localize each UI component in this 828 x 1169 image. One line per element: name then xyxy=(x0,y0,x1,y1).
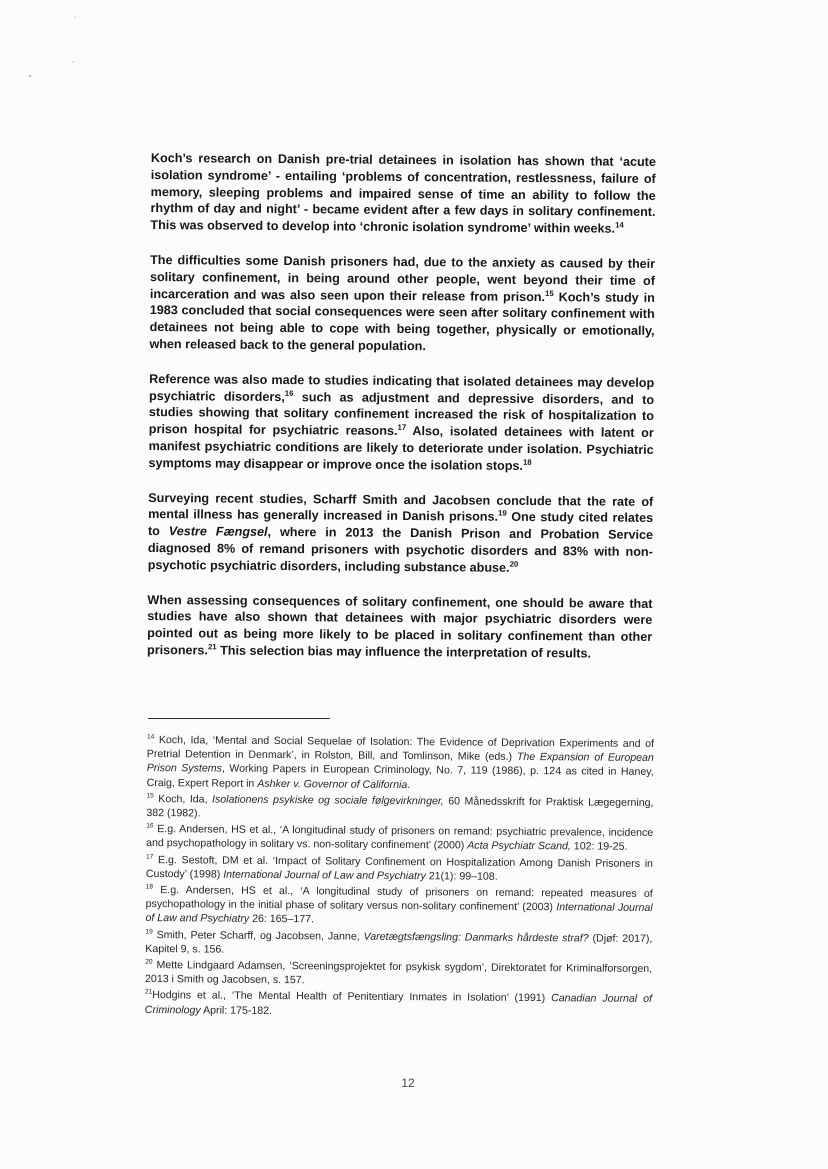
footnote-separator xyxy=(148,718,330,719)
paragraph-3: Reference was also made to studies indicating that isolated detainees may develop psychiatric disorders,$^{16}$ such as adjustment and depressive disorders, and to studies showing that solitary confinement increased the risk of hospitalization to prison hospital for psychiatric reasons.$^{17}$ Also, isolated detainees with latent or manifest psychiatric conditions are likely to deteriorate under isolation. Psychiatric symptoms may disappear or improve once the isolation stops.$^{18}$ xyxy=(148,371,655,473)
paragraph-5: When assessing consequences of solitary confinement, one should be aware that studies have also shown that detainees with major psychiatric disorders were pointed out as being more likely to be placed in solitary confinement than other prisoners.$^{21}$ This selection bias may influence the interpretation of results. xyxy=(147,592,653,661)
paragraph-2: The difficulties some Danish prisoners had, due to the anxiety as caused by their solitary confinement, in being around other people, went beyond their time of incarceration and was also seen upon their release from prison.$^{15}$ Koch’s study in 1983 concluded that social consequences were seen after solitary confinement with detainees not being able to cope with being together, physically or emotionally, when released back to the general population. xyxy=(149,252,656,354)
footnote-ref-18: 18 xyxy=(522,457,532,467)
footnote-ref-21: 21 xyxy=(207,642,217,652)
footnote-ref-17: 17 xyxy=(397,422,407,432)
footnote-ref-15: 15 xyxy=(545,288,554,298)
footnotes xyxy=(145,733,654,1023)
footnote-14: $^{14}$ Koch, Ida, ‘Mental and Social Sequelae of Isolation: The Evidence of Deprivation Experiments and of Pretrial Detention in Denmark’, in Rolston, Bill, and Tomlinson, Mike (eds.) The Expansion of European Prison Systems, Working Papers in European Criminology, No. 7, 119 (1986), p. 124 as cited in Haney, Craig, Expert Report in Ashker v. Governor of California. xyxy=(146,733,654,791)
page-number: 12 xyxy=(401,1076,415,1090)
footnote-17: $^{17}$ E.g. Sestoft, DM et al. ‘Impact of Solitary Confinement on Hospitalization Among Danish Prisoners in Custody’ (1998) International Journal of Law and Psychiatry 21(1): 99–108. xyxy=(145,853,654,883)
paragraph-1: Koch’s research on Danish pre-trial detainees in isolation has shown that ‘acute isolation syndrome’ - entailing ‘problems of concentration, restlessness, failure of memory, sleeping problems and impaired sense of time an ability to follow the rhythm of day and night’ - became evident after a few days in solitary confinement. This was observed to develop into ‘chronic isolation syndrome’ within weeks.$^{14}$ xyxy=(150,150,656,236)
footnote-ref-20: 20 xyxy=(509,559,519,569)
footnote-ref-19: 19 xyxy=(497,508,507,518)
footnote-15: $^{15}$ Koch, Ida, Isolationens psykiske og sociale følgevirkninger, 60 Månedsskrift for Praktisk Lægegerning, 382 (1982). xyxy=(146,792,654,820)
paragraph-4: Surveying recent studies, Scharff Smith and Jacobsen conclude that the rate of mental illness has generally increased in Danish prisons.$^{19}$ One study cited relates to Vestre Fængsel, where in 2013 the Danish Prison and Probation Service diagnosed 8% of remand prisoners with psychotic disorders and 83% with non-psychotic psychiatric disorders, including substance abuse.$^{20}$ xyxy=(147,490,654,575)
footnote-ref-14: 14 xyxy=(615,220,624,230)
footnote-ref-16: 16 xyxy=(284,388,294,398)
scan-specks xyxy=(0,0,828,120)
body-text xyxy=(147,150,656,681)
footnote-20: $^{20}$ Mette Lindgaard Adamsen, ‘Screeningsprojektet for psykisk sygdom’, Direktoratet for Kriminalforsorgen, 2013 i Smith og Jacobsen, s. 157. xyxy=(145,958,653,987)
footnote-21: $^{21}$Hodgins et al., ‘The Mental Health of Penitentiary Inmates in Isolation’ (1991) Canadian Journal of Criminology April: 175-182. xyxy=(144,988,652,1017)
footnote-19: $^{19}$ Smith, Peter Scharff, og Jacobsen, Janne, Varetægtsfængsling: Danmarks hårdeste straf? (Djøf: 2017), Kapitel 9, s. 156. xyxy=(145,928,653,956)
footnote-18: $^{18}$ E.g. Andersen, HS et al., ‘A longitudinal study of prisoners on remand: repeated measures of psychopathology in the initial phase of solitary versus non-solitary confinement’ (2003) International Journal of Law and Psychiatry 26: 165–177. xyxy=(145,883,653,926)
footnote-16: $^{16}$ E.g. Andersen, HS et al., ‘A longitudinal study of prisoners on remand: psychiatric prevalence, incidence and psychopathology in solitary vs. non-solitary confinement’ (2000) Acta Psychiatr Scand, 102: 19-25. xyxy=(146,822,654,854)
